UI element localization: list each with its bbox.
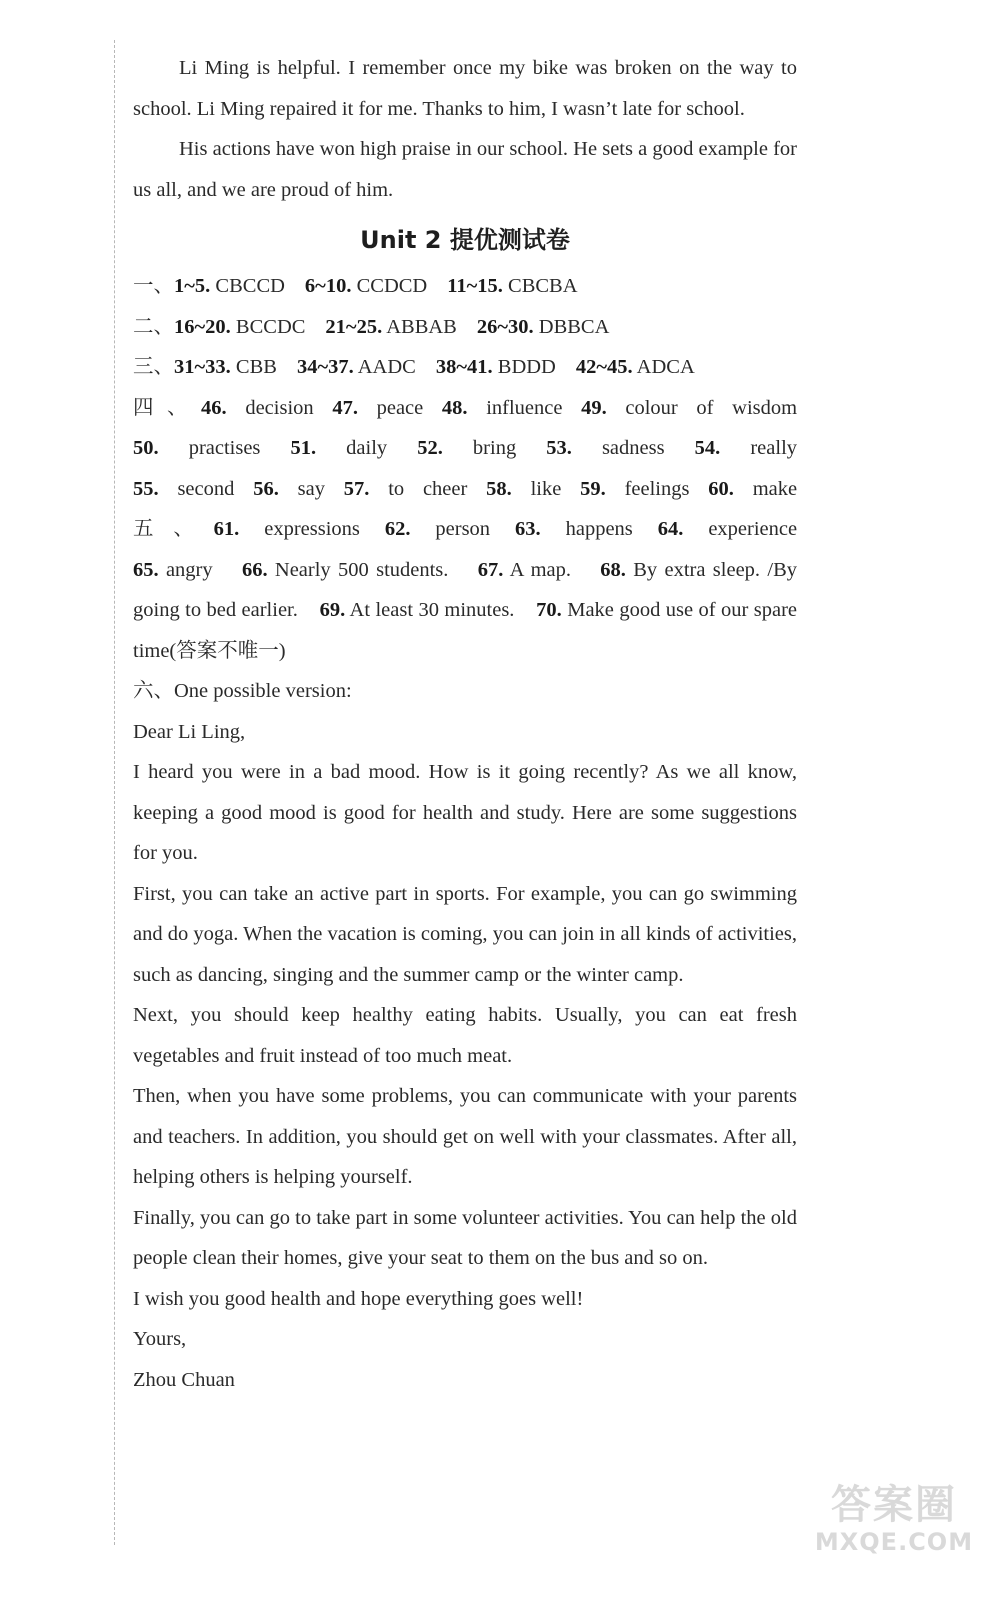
watermark-domain: MXQE.COM bbox=[814, 1528, 974, 1556]
answer-text: bring bbox=[472, 437, 517, 459]
answer-text: make bbox=[752, 477, 798, 500]
section-prefix: 三、 bbox=[133, 356, 174, 378]
question-number: 38~41. bbox=[435, 356, 493, 378]
answer-text: second bbox=[177, 477, 235, 500]
question-number: 62. bbox=[384, 518, 411, 540]
answer-text: sadness bbox=[601, 437, 665, 459]
question-number: 56. bbox=[253, 477, 279, 500]
question-number: 58. bbox=[486, 477, 512, 500]
answer-text: CBCBA bbox=[508, 275, 578, 297]
question-number: 1~5. bbox=[174, 275, 211, 297]
question-number: 52. bbox=[417, 437, 443, 459]
answer-text: happens bbox=[565, 518, 633, 540]
question-number: 57. bbox=[343, 477, 370, 500]
answer-text: influence bbox=[486, 396, 563, 419]
section-prefix: 一、 bbox=[133, 275, 174, 297]
letter-paragraph-2: First, you can take an active part in sports. For example, you can go swimming and do yoga. When the vacation is coming, you can join in all kinds of activities, such as dancing, singing and the summer camp or the winter camp. bbox=[133, 882, 797, 986]
answer-text: like bbox=[530, 477, 562, 500]
binding-margin-line bbox=[114, 40, 115, 1545]
answer-line-4a bbox=[133, 388, 797, 429]
answer-line-1 bbox=[133, 266, 797, 307]
answer-text: CBB bbox=[235, 356, 277, 378]
essay-heading: 六、One possible version: bbox=[133, 680, 352, 702]
letter-paragraph-1: I heard you were in a bad mood. How is it going recently? As we all know, keeping a good mood is good for health and study. Here are some suggestions for you. bbox=[133, 761, 797, 864]
answer-text: really bbox=[750, 437, 798, 459]
answer-line-3 bbox=[133, 347, 797, 388]
answer-text: BDDD bbox=[497, 356, 556, 378]
answer-text: BCCDC bbox=[235, 315, 306, 338]
question-number: 69. bbox=[319, 599, 346, 621]
question-number: 47. bbox=[332, 396, 358, 419]
section-prefix: 二、 bbox=[133, 315, 174, 338]
answer-text: feelings bbox=[624, 477, 690, 500]
answer-block-5b bbox=[133, 550, 797, 672]
question-number: 31~33. bbox=[174, 356, 231, 378]
site-watermark bbox=[814, 1482, 974, 1564]
question-number: 61. bbox=[213, 518, 240, 540]
section-title: Unit 2 提优测试卷 bbox=[360, 226, 570, 254]
answer-text: person bbox=[435, 518, 491, 540]
answer-text: daily bbox=[346, 437, 388, 459]
question-number: 34~37. bbox=[296, 356, 354, 378]
answer-line-2 bbox=[133, 307, 797, 348]
letter-paragraph-3: Next, you should keep healthy eating habits. Usually, you can eat fresh vegetables and fruit instead of too much meat. bbox=[133, 1004, 797, 1067]
letter-paragraph-6: I wish you good health and hope everything goes well! bbox=[133, 1287, 584, 1310]
question-number: 50. bbox=[133, 437, 159, 459]
question-number: 68. bbox=[600, 558, 626, 581]
question-number: 66. bbox=[241, 558, 268, 581]
question-number: 11~15. bbox=[447, 275, 503, 297]
letter-closing: Yours, bbox=[133, 1328, 187, 1350]
answer-text: CCDCD bbox=[356, 275, 428, 297]
answer-text: colour of wisdom bbox=[625, 396, 798, 419]
question-number: 55. bbox=[133, 477, 159, 500]
answer-text: Nearly 500 students. bbox=[274, 558, 449, 581]
answer-text: ABBAB bbox=[386, 315, 457, 338]
letter-paragraph-4: Then, when you have some problems, you can communicate with your parents and teachers. In addition, you should get on well with your classmates. After all, helping others is helping yourself. bbox=[133, 1085, 797, 1188]
answer-page bbox=[133, 48, 797, 1400]
question-number: 53. bbox=[546, 437, 572, 459]
question-number: 42~45. bbox=[575, 356, 633, 378]
answer-text: At least 30 minutes. bbox=[349, 599, 515, 621]
continuation-paragraph-1: Li Ming is helpful. I remember once my bike was broken on the way to school. Li Ming repaired it for me. Thanks to him, I wasn’t late for school. bbox=[133, 57, 797, 120]
question-number: 64. bbox=[657, 518, 684, 540]
question-number: 63. bbox=[515, 518, 541, 540]
question-number: 49. bbox=[581, 396, 607, 419]
question-number: 54. bbox=[694, 437, 721, 459]
letter-greeting: Dear Li Ling, bbox=[133, 720, 246, 743]
question-number: 67. bbox=[477, 558, 504, 581]
letter-signature: Zhou Chuan bbox=[133, 1368, 235, 1391]
question-number: 70. bbox=[536, 599, 562, 621]
question-number: 46. bbox=[201, 396, 227, 419]
question-number: 65. bbox=[133, 558, 159, 581]
question-number: 26~30. bbox=[476, 315, 534, 338]
question-number: 48. bbox=[441, 396, 468, 419]
section-prefix: 四、 bbox=[133, 396, 202, 419]
answer-text: say bbox=[297, 477, 325, 500]
answer-text: expressions bbox=[264, 518, 360, 540]
continuation-paragraph-2: His actions have won high praise in our school. He sets a good example for us all, and we are proud of him. bbox=[133, 138, 797, 201]
answer-text: CBCCD bbox=[215, 275, 285, 297]
question-number: 51. bbox=[290, 437, 317, 459]
section-prefix: 五、 bbox=[133, 518, 214, 540]
answer-text: By extra sleep. /By going to bed earlier. bbox=[133, 558, 797, 621]
answer-text: DBBCA bbox=[538, 315, 610, 338]
answer-line-5a bbox=[133, 509, 797, 550]
answer-text: AADC bbox=[357, 356, 416, 378]
question-number: 16~20. bbox=[174, 315, 231, 338]
answer-text: angry bbox=[165, 558, 213, 581]
answer-text: decision bbox=[245, 396, 314, 419]
answer-line-4c bbox=[133, 469, 797, 510]
answer-text: peace bbox=[376, 396, 424, 419]
answer-text: practises bbox=[188, 437, 261, 459]
letter-paragraph-5: Finally, you can go to take part in some volunteer activities. You can help the old people clean their homes, give your seat to them on the bus and so on. bbox=[133, 1206, 797, 1269]
answer-text: A map. bbox=[509, 558, 571, 581]
answer-line-4b bbox=[133, 428, 797, 469]
question-number: 59. bbox=[580, 477, 606, 500]
answer-text: Make good use of our spare time(答案不唯一) bbox=[133, 599, 798, 662]
watermark-logo-text: 答案圈 bbox=[831, 1482, 957, 1528]
question-number: 21~25. bbox=[325, 315, 383, 338]
question-number: 60. bbox=[708, 477, 734, 500]
answer-text: ADCA bbox=[636, 356, 695, 378]
answer-text: to cheer bbox=[388, 477, 468, 500]
question-number: 6~10. bbox=[304, 275, 352, 297]
answer-text: experience bbox=[708, 518, 798, 540]
